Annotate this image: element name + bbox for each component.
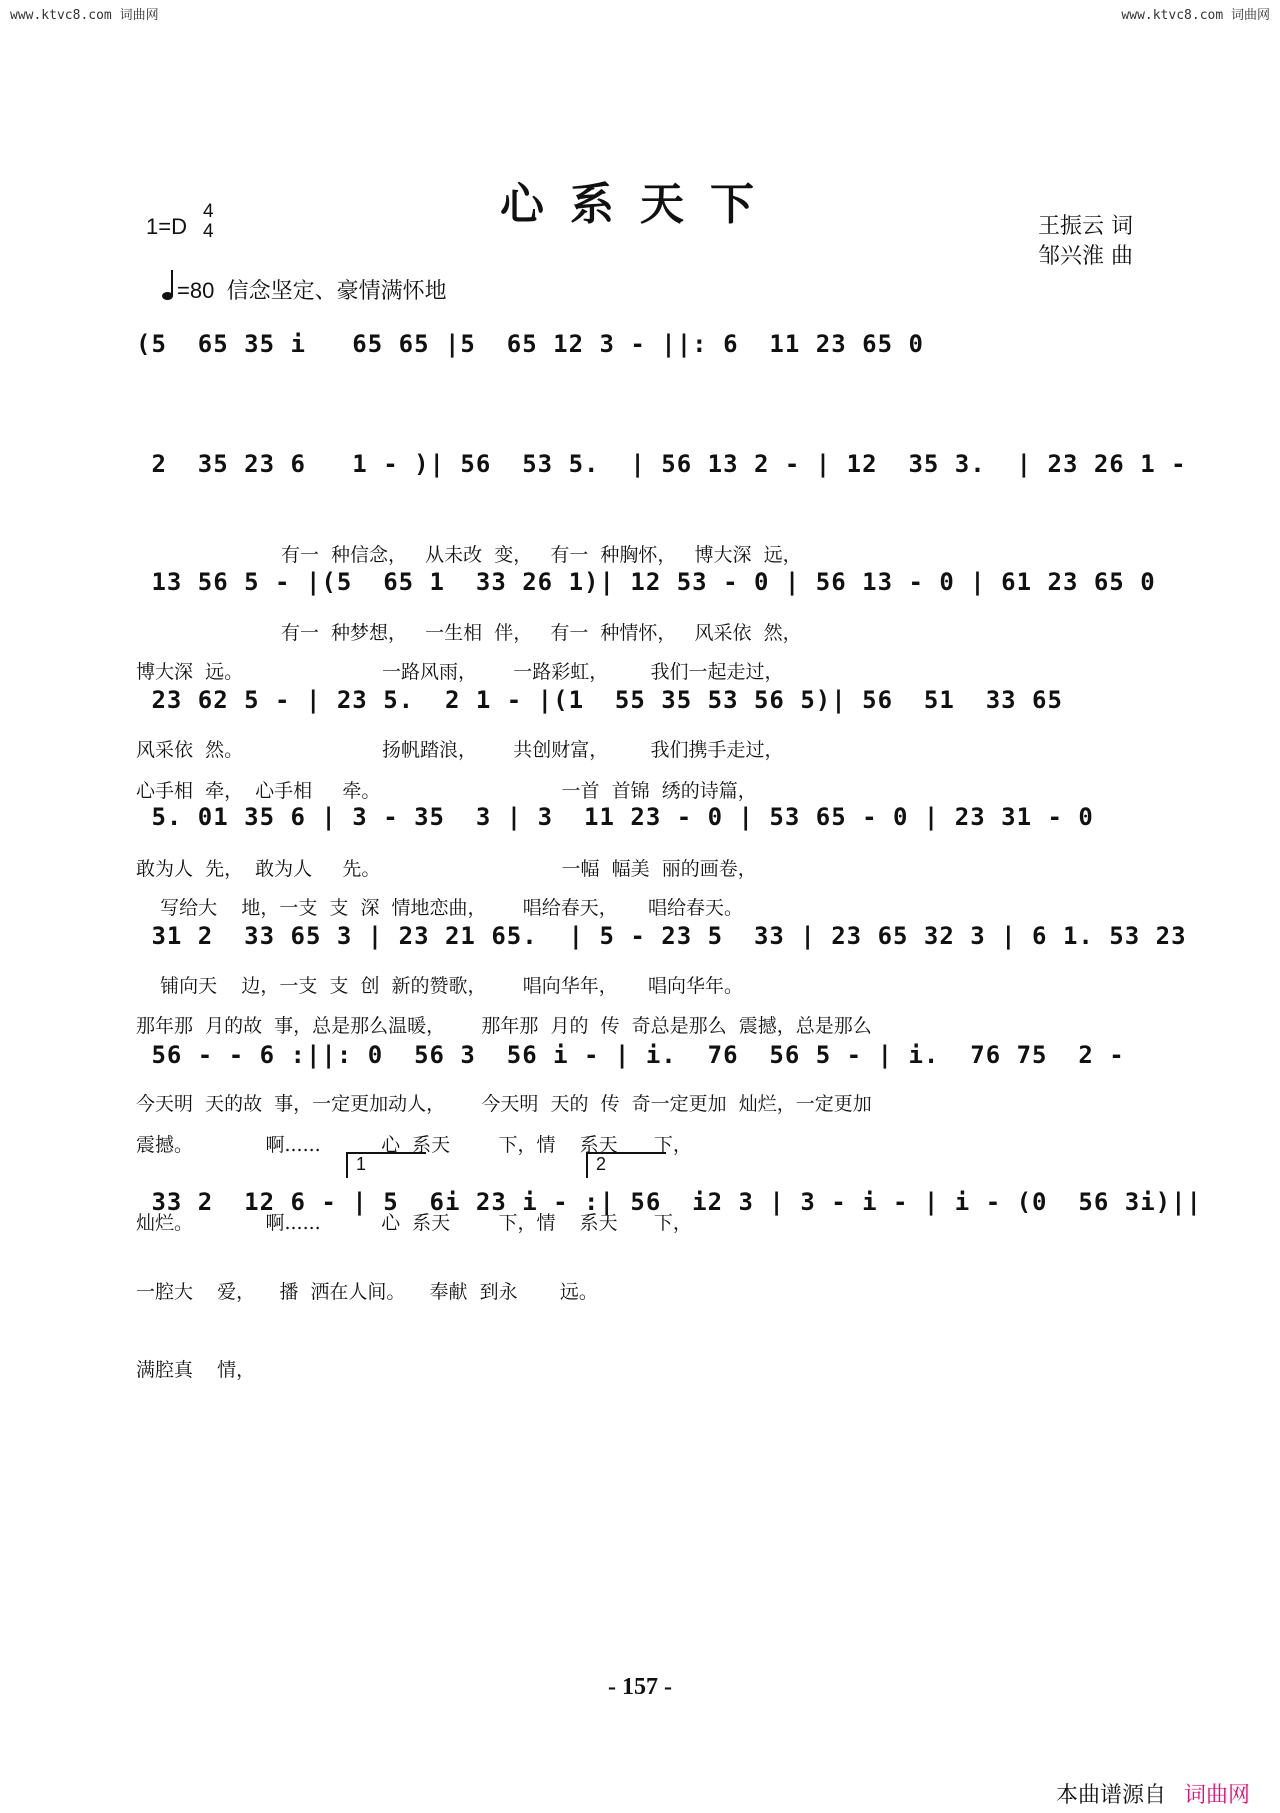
lyric-verse-2: 风采依 然。 扬帆踏浪， 共创财富， 我们携手走过， <box>136 739 784 761</box>
site-watermark-left: www.ktvc8.com 词曲网 <box>10 8 159 23</box>
score-line-1: (5 65 35 i 65 65 |5 65 12 3 - ||: 6 11 23 65 0 <box>136 330 924 358</box>
lyric-verse-2: 今天明 天的故 事，一定更加动人， 今天明 天的 传 奇一定更加 灿烂，一定更加 <box>136 1093 872 1115</box>
time-bottom: 4 <box>203 221 214 242</box>
footer-brand: 词曲网 <box>1183 1783 1250 1808</box>
lyric-verse-1: 博大深 远。 一路风雨， 一路彩虹， 我们一起走过， <box>136 661 784 683</box>
lyrics-line-8 <box>136 1227 1146 1409</box>
lyric-verse-1: 心手相 牵， 心手相 牵。 一首 首锦 绣的诗篇， <box>136 780 757 802</box>
score-line-7: 56 - - 6 :||: 0 56 3 56 i - | i. 76 56 5 - | i. 76 75 2 - <box>136 1041 1125 1069</box>
tempo-value: =80 <box>177 278 215 303</box>
score-line-2: 2 35 23 6 1 - )| 56 53 5. | 56 13 2 - | 12 35 3. | 23 26 1 - <box>136 450 1187 478</box>
lyricist: 王振云 词 <box>1038 214 1133 239</box>
expression-text: 信念坚定、豪情满怀地 <box>226 278 447 303</box>
score-line-5: 5. 01 35 6 | 3 - 35 3 | 3 11 23 - 0 | 53 65 - 0 | 23 31 - 0 <box>136 803 1094 831</box>
footer-source: 本曲谱源自 <box>1055 1783 1166 1808</box>
footer-credit <box>1056 1778 1250 1809</box>
lyric-verse-1: 一腔大 爱， 播 洒在人间。 奉献 到永 远。 <box>136 1281 598 1303</box>
credits <box>1038 212 1133 272</box>
time-top: 4 <box>203 201 214 222</box>
volta-second-ending: 2 <box>586 1152 666 1178</box>
composer: 邹兴淮 曲 <box>1038 244 1133 269</box>
lyric-verse-1: 那年那 月的故 事，总是那么温暖， 那年那 月的 传 奇总是那么 震撼，总是那么 <box>136 1015 872 1037</box>
lyric-verse-2: 敢为人 先， 敢为人 先。 一幅 幅美 丽的画卷， <box>136 858 757 880</box>
tempo-marking <box>162 274 447 305</box>
lyric-verse-1: 震撼。 啊...... 心 系天 下，情 系天 下， <box>136 1134 692 1156</box>
volta-first-ending: 1 <box>346 1152 426 1178</box>
song-title: 心系天下 <box>500 179 780 230</box>
lyric-verse-2: 灿烂。 啊...... 心 系天 下，情 系天 下， <box>136 1212 692 1234</box>
lyric-verse-1: 有一 种信念， 从未改 变， 有一 种胸怀， 博大深 远， <box>136 544 802 566</box>
page-number: - 157 - <box>608 1674 672 1700</box>
lyric-verse-1: 写给大 地，一支 支 深 情地恋曲， 唱给春天， 唱给春天。 <box>136 897 743 919</box>
site-watermark-right: www.ktvc8.com 词曲网 <box>1121 8 1270 23</box>
score-line-4: 23 62 5 - | 23 5. 2 1 - |(1 55 35 53 56 5)| 56 51 33 65 <box>136 686 1063 714</box>
score-line-3: 13 56 5 - |(5 65 1 33 26 1)| 12 53 - 0 | 56 13 - 0 | 61 23 65 0 <box>136 568 1156 596</box>
lyric-verse-2: 满腔真 情， <box>136 1359 256 1381</box>
lyric-verse-2: 有一 种梦想， 一生相 伴， 有一 种情怀， 风采依 然， <box>136 622 802 644</box>
score-line-6: 31 2 33 65 3 | 23 21 65. | 5 - 23 5 33 | 23 65 32 3 | 6 1. 53 23 <box>136 922 1187 950</box>
time-signature <box>203 202 214 242</box>
key-signature: 1=D <box>146 214 187 239</box>
lyric-verse-2: 铺向天 边，一支 支 创 新的赞歌， 唱向华年， 唱向华年。 <box>136 975 743 997</box>
quarter-note-icon <box>162 292 173 300</box>
score-line-8: 33 2 12 6 - | 5 6i 23 i - :| 56 i2 3 | 3 - i - | i - (0 56 3i)|| <box>136 1188 1202 1216</box>
